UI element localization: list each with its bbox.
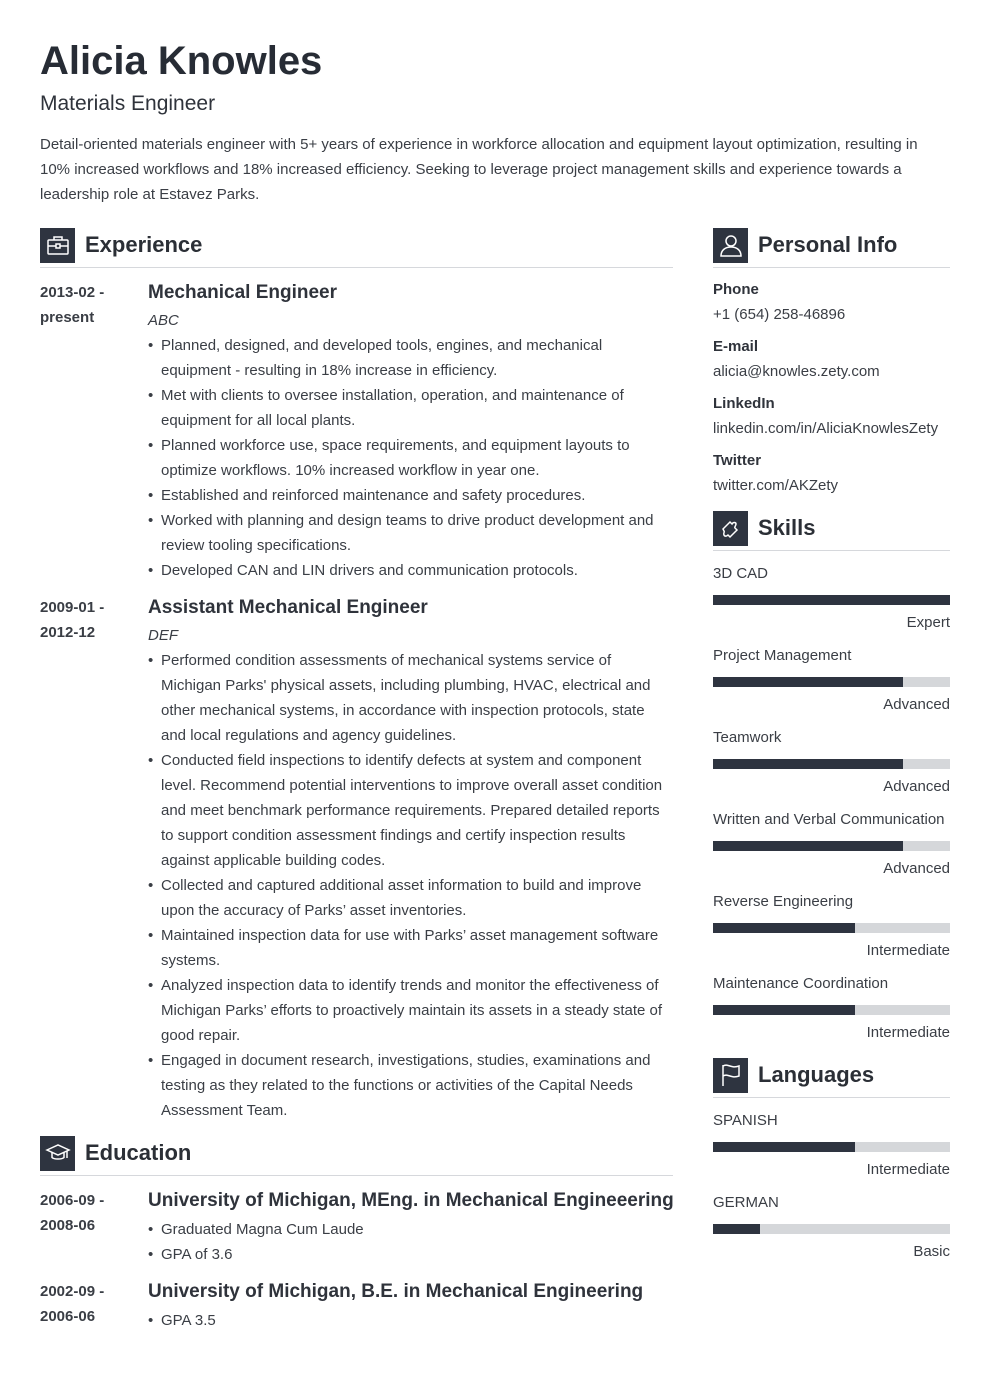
skills-heading: Skills	[758, 515, 816, 540]
education-bullets	[148, 1308, 673, 1333]
job-title: Assistant Mechanical Engineer	[148, 597, 428, 618]
skill-bar-track	[713, 677, 950, 687]
skills-section	[713, 510, 950, 1043]
education-entry	[40, 1188, 673, 1267]
skill-bar-track	[713, 595, 950, 605]
graduation-cap-icon	[40, 1136, 75, 1171]
skill-bar-track	[713, 1005, 950, 1015]
education-header	[40, 1135, 673, 1176]
personal-info-header	[713, 227, 950, 268]
job-bullet: • Analyzed inspection data to identify trends and monitor the effectiveness of Michigan Parks’ efforts to proactively maintain its assets in a steady state of good repair.	[148, 973, 673, 1048]
email-label: E-mail	[713, 338, 759, 355]
skill-name: Written and Verbal Communication	[713, 811, 945, 828]
sidebar-column	[713, 227, 950, 1262]
languages-header	[713, 1057, 950, 1098]
job-bullet: • Conducted field inspections to identify defects at system and component level. Recommend potential interventions to improve overall asset condition and meet benchmark performance requirements. Prepared detailed reports to support condition assessment findings and certify inspection results against applicable building codes.	[148, 748, 673, 873]
education-dates	[40, 1279, 148, 1333]
experience-header	[40, 227, 673, 268]
job-company: ABC	[148, 312, 179, 329]
language-bar-track	[713, 1224, 950, 1234]
job-bullet: • Met with clients to oversee installation, operation, and maintenance of equipment for all local plants.	[148, 383, 673, 433]
education-bullet: • Graduated Magna Cum Laude	[148, 1217, 674, 1242]
briefcase-icon	[40, 228, 75, 263]
job-bullets	[148, 333, 673, 583]
skill-level: Advanced	[883, 778, 950, 795]
skill-level: Advanced	[883, 696, 950, 713]
skill-name: Maintenance Coordination	[713, 975, 889, 992]
email-block	[713, 337, 950, 382]
education-heading: Education	[85, 1140, 192, 1165]
language-level: Intermediate	[866, 1161, 950, 1178]
skill-bar-fill	[713, 1005, 855, 1015]
language-list	[713, 1111, 950, 1262]
skill-item	[713, 728, 950, 797]
language-item	[713, 1111, 950, 1180]
language-name: SPANISH	[713, 1112, 778, 1129]
education-bullet: • GPA of 3.6	[148, 1242, 674, 1267]
job-bullet: • Worked with planning and design teams to drive product development and review tooling specifications.	[148, 508, 673, 558]
skill-name: 3D CAD	[713, 565, 769, 582]
languages-heading: Languages	[758, 1062, 875, 1087]
job-title: Mechanical Engineer	[148, 282, 338, 303]
job-bullet: • Planned workforce use, space requirements, and equipment layouts to optimize workflows. 10% increased workflow in year one.	[148, 433, 673, 483]
job-entry	[40, 280, 673, 583]
job-bullet: • Maintained inspection data for use with Parks’ asset management software systems.	[148, 923, 673, 973]
skill-item	[713, 564, 950, 633]
linkedin-block	[713, 394, 950, 439]
skill-item	[713, 646, 950, 715]
skill-bar-fill	[713, 677, 903, 687]
job-date-start: 2009-01 -	[40, 599, 105, 616]
twitter-value: twitter.com/AKZety	[713, 477, 839, 494]
job-dates	[40, 280, 148, 583]
skill-bar-fill	[713, 595, 950, 605]
skill-level: Intermediate	[866, 1024, 950, 1041]
job-bullet: • Established and reinforced maintenance and safety procedures.	[148, 483, 673, 508]
language-bar-fill	[713, 1142, 855, 1152]
skill-bar-track	[713, 841, 950, 851]
skill-list	[713, 564, 950, 1043]
education-section	[40, 1135, 673, 1333]
education-bullet: • GPA 3.5	[148, 1308, 673, 1333]
phone-label: Phone	[713, 281, 759, 298]
personal-info-heading: Personal Info	[758, 232, 898, 257]
job-body	[148, 595, 673, 1123]
linkedin-label: LinkedIn	[713, 395, 775, 412]
candidate-name: Alicia Knowles	[40, 39, 323, 83]
profile-summary: Detail-oriented materials engineer with 5+ years of experience in workforce allocation and equipment layout optimization, resulting in 10% increased workflows and 18% increased efficiency. Seeking to leverage project management skills and experience towards a leadership role at Estavez Parks.	[40, 136, 918, 203]
main-column	[40, 227, 673, 1333]
language-bar-track	[713, 1142, 950, 1152]
language-level: Basic	[913, 1243, 950, 1260]
languages-section	[713, 1057, 950, 1262]
skill-bar-fill	[713, 923, 855, 933]
job-company: DEF	[148, 627, 178, 644]
skill-bar-fill	[713, 841, 903, 851]
twitter-label: Twitter	[713, 452, 762, 469]
education-date-end: 2008-06	[40, 1217, 96, 1234]
job-list	[40, 280, 673, 1123]
skill-bar-fill	[713, 759, 903, 769]
job-bullet: • Performed condition assessments of mechanical systems service of Michigan Parks' physical assets, including plumbing, HVAC, electrical and other mechanical systems, in accordance with inspection protocols, state and local regulations and agency guidelines.	[148, 648, 673, 748]
job-date-end: present	[40, 309, 95, 326]
user-icon	[713, 228, 748, 263]
experience-section	[40, 227, 673, 1123]
skill-item	[713, 974, 950, 1043]
personal-info-section	[713, 227, 950, 496]
job-body	[148, 280, 673, 583]
email-value: alicia@knowles.zety.com	[713, 363, 880, 380]
skills-header	[713, 510, 950, 551]
language-name: GERMAN	[713, 1194, 779, 1211]
job-dates	[40, 595, 148, 1123]
education-degree: University of Michigan, MEng. in Mechanical Engineeering	[148, 1190, 674, 1211]
job-bullet: • Developed CAN and LIN drivers and communication protocols.	[148, 558, 673, 583]
education-entry	[40, 1279, 673, 1333]
flag-icon	[713, 1058, 748, 1093]
education-date-end: 2006-06	[40, 1308, 96, 1325]
education-degree: University of Michigan, B.E. in Mechanical Engineering	[148, 1281, 644, 1302]
skill-item	[713, 892, 950, 961]
language-bar-fill	[713, 1224, 760, 1234]
linkedin-value: linkedin.com/in/AliciaKnowlesZety	[713, 420, 939, 437]
skill-name: Teamwork	[713, 729, 782, 746]
job-date-start: 2013-02 -	[40, 284, 105, 301]
skill-bar-track	[713, 759, 950, 769]
skill-level: Advanced	[883, 860, 950, 877]
education-dates	[40, 1188, 148, 1267]
education-bullets	[148, 1217, 674, 1267]
skill-name: Project Management	[713, 647, 852, 664]
job-bullets	[148, 648, 673, 1123]
skill-bar-track	[713, 923, 950, 933]
phone-block	[713, 280, 950, 325]
experience-heading: Experience	[85, 232, 203, 257]
phone-value: +1 (654) 258-46896	[713, 306, 846, 323]
education-date-start: 2002-09 -	[40, 1283, 105, 1300]
skill-level: Expert	[906, 614, 950, 631]
job-bullet: • Planned, designed, and developed tools, engines, and mechanical equipment - resulting in 18% increase in efficiency.	[148, 333, 673, 383]
skill-level: Intermediate	[866, 942, 950, 959]
education-body	[148, 1279, 673, 1333]
skill-item	[713, 810, 950, 879]
job-date-end: 2012-12	[40, 624, 96, 641]
education-body	[148, 1188, 674, 1267]
candidate-title: Materials Engineer	[40, 92, 216, 115]
twitter-block	[713, 451, 950, 496]
job-bullet: • Engaged in document research, investigations, studies, examinations and testing as they related to the functions or activities of the Capital Needs Assessment Team.	[148, 1048, 673, 1123]
job-bullet: • Collected and captured additional asset information to build and improve upon the accuracy of Parks’ asset inventories.	[148, 873, 673, 923]
language-item	[713, 1193, 950, 1262]
skill-name: Reverse Engineering	[713, 893, 854, 910]
job-entry	[40, 595, 673, 1123]
puzzle-icon	[713, 511, 748, 546]
education-date-start: 2006-09 -	[40, 1192, 105, 1209]
